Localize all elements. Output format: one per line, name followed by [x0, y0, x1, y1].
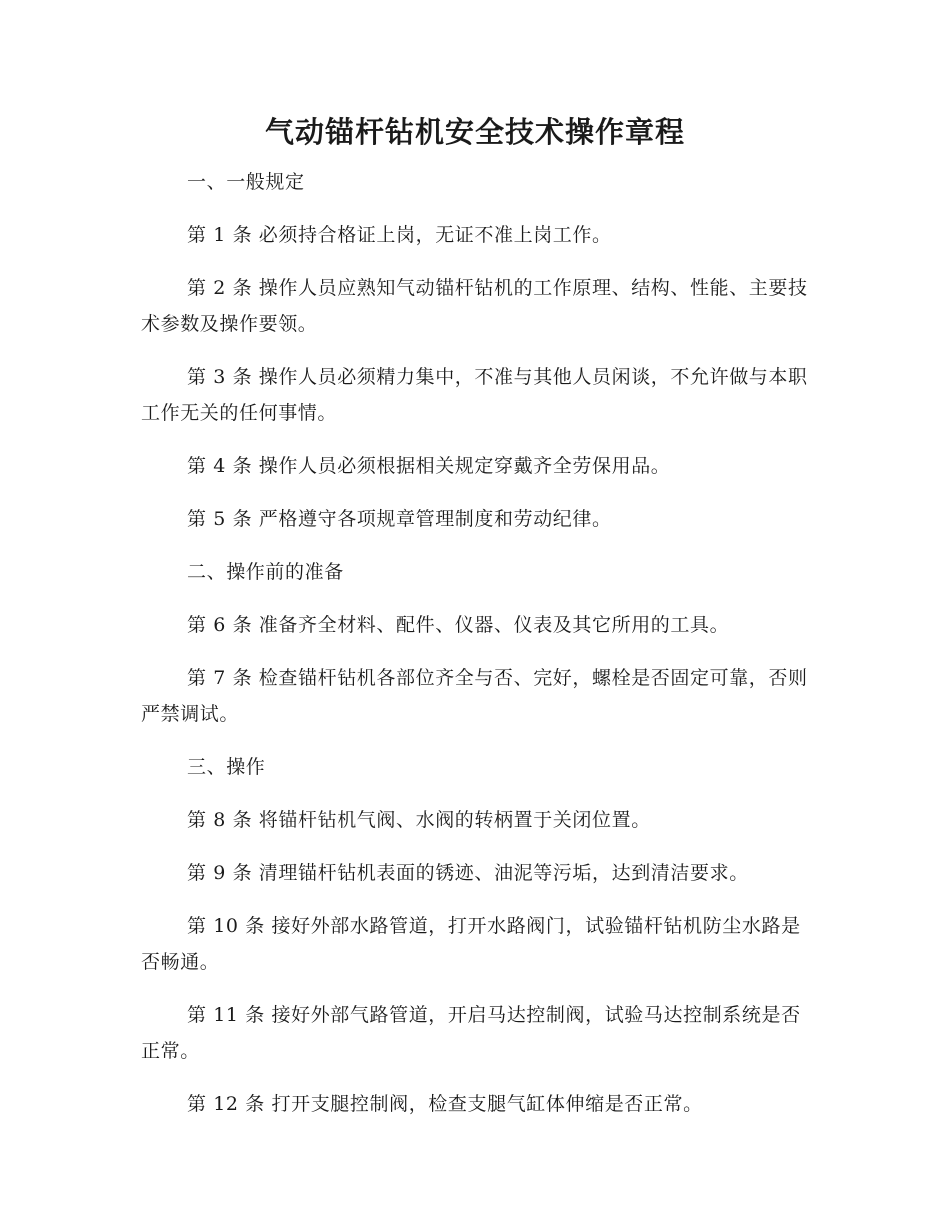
article-4: 第 4 条 操作人员必须根据相关规定穿戴齐全劳保用品。 — [187, 455, 671, 477]
section-heading-operation: 三、操作 — [187, 756, 266, 778]
article-2: 第 2 条 操作人员应熟知气动锚杆钻机的工作原理、结构、性能、主要技术参数及操作要领。 — [141, 277, 808, 335]
document-title: 气动锚杆钻机安全技术操作章程 — [264, 115, 685, 149]
article-12: 第 12 条 打开支腿控制阀，检查支腿气缸体伸缩是否正常。 — [187, 1093, 703, 1115]
article-8: 第 8 条 将锚杆钻机气阀、水阀的转柄置于关闭位置。 — [187, 809, 651, 831]
article-9: 第 9 条 清理锚杆钻机表面的锈迹、油泥等污垢，达到清洁要求。 — [187, 862, 749, 884]
article-10: 第 10 条 接好外部水路管道，打开水路阀门，试验锚杆钻机防尘水路是否畅通。 — [141, 915, 801, 973]
article-3: 第 3 条 操作人员必须精力集中，不准与其他人员闲谈，不允许做与本职工作无关的任何事情。 — [141, 366, 808, 424]
section-heading-general: 一、一般规定 — [187, 171, 305, 193]
article-7: 第 7 条 检查锚杆钻机各部位齐全与否、完好，螺栓是否固定可靠，否则严禁调试。 — [141, 667, 808, 725]
article-5: 第 5 条 严格遵守各项规章管理制度和劳动纪律。 — [187, 508, 612, 530]
document-body — [141, 164, 811, 1139]
article-11: 第 11 条 接好外部气路管道，开启马达控制阀，试验马达控制系统是否正常。 — [141, 1004, 801, 1062]
section-heading-preparation: 二、操作前的准备 — [187, 561, 344, 583]
article-6: 第 6 条 准备齐全材料、配件、仪器、仪表及其它所用的工具。 — [187, 614, 730, 636]
article-1: 第 1 条 必须持合格证上岗，无证不准上岗工作。 — [187, 224, 612, 246]
